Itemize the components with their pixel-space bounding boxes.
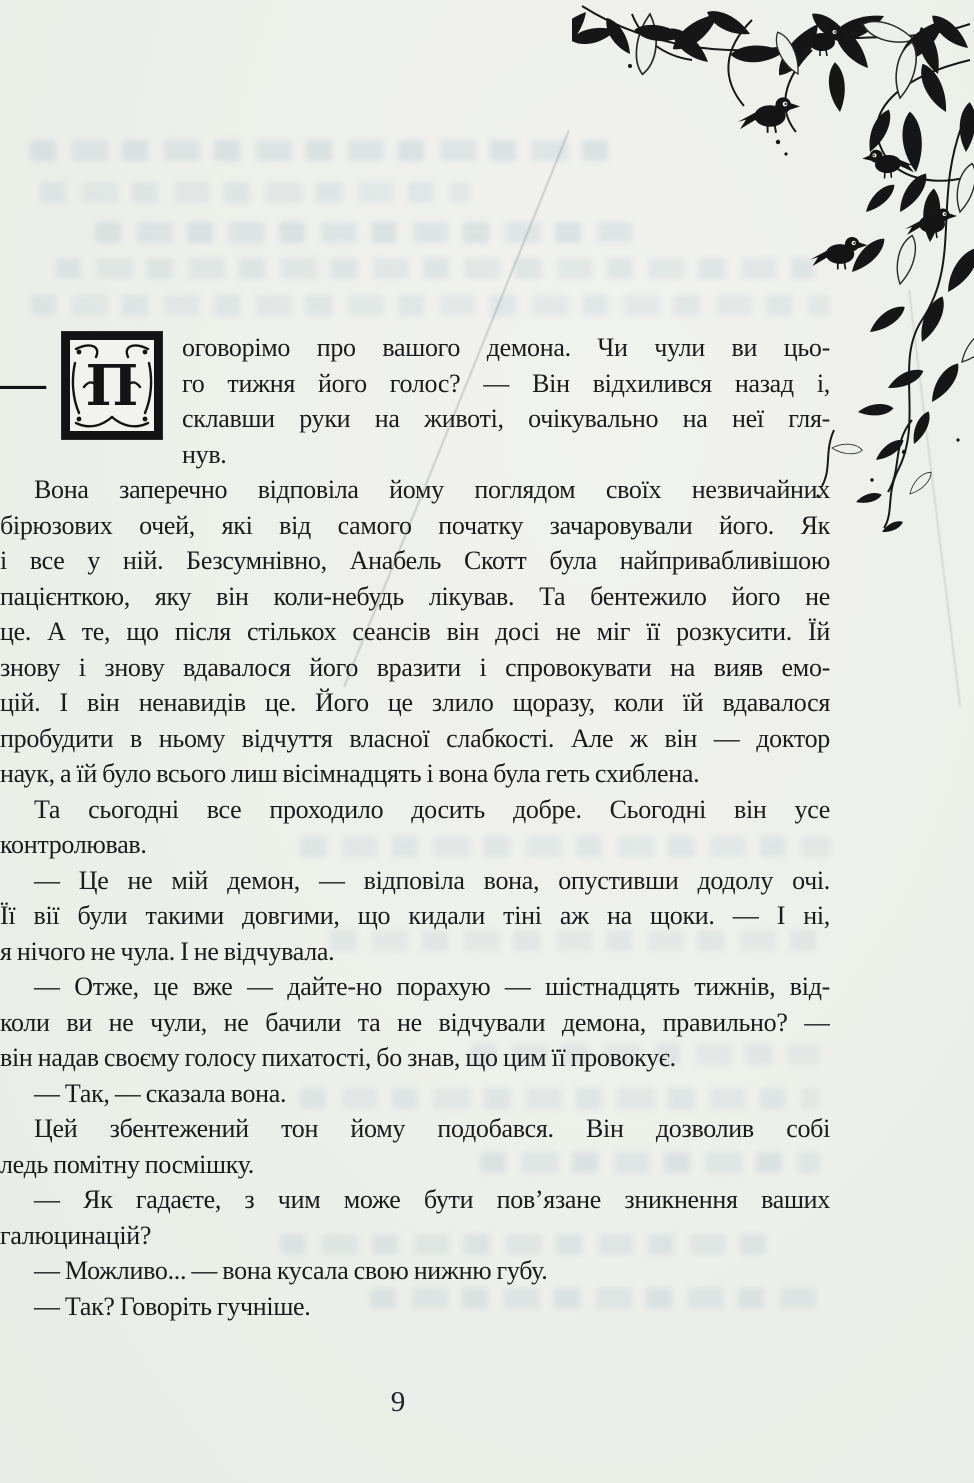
text-line: знову і знову вдавалося його вразити і спровокувати на вияв емо- [0, 652, 830, 682]
paragraph [0, 1182, 830, 1253]
text-block [0, 330, 830, 1324]
text-line: контролював. [0, 830, 147, 859]
paragraph [0, 330, 830, 472]
text-line: Вона заперечно відповіла йому поглядом своїх незвичайних [34, 475, 830, 504]
page-number: 9 [390, 1386, 406, 1418]
text-line: він надав своєму голосу пихатості, бо знав, що цим її провокує. [0, 1043, 676, 1072]
text-line: — Як гадаєте, з чим може бути пов’язане зникнення ваших [34, 1185, 830, 1214]
paragraph [0, 1289, 830, 1325]
text-line: пацієнткою, яку він коли-небудь лікував. Та бентежило його не [0, 581, 830, 611]
paragraph [0, 1253, 830, 1289]
text-line: го тижня його голос? — Він відхилився назад і, [182, 368, 830, 398]
text-line: наук, а їй було всього лиш вісімнадцять і вона була геть схиблена. [0, 759, 700, 788]
bleedthrough-artifact [95, 222, 635, 243]
text-line: Її вії були такими довгими, що кидали тіні аж на щоки. — І ні, [0, 901, 830, 930]
text-line: коли ви не чули, не бачили та не відчували демона, правильно? — [0, 1007, 830, 1037]
bird-icon [738, 97, 800, 132]
dialogue-dash: — [0, 357, 46, 408]
paragraph [0, 1111, 830, 1182]
paragraph [0, 792, 830, 863]
text-line: — Можливо... — вона кусала свою нижню губу. [34, 1256, 548, 1285]
text-line: я нічого не чула. І не відчувала. [0, 936, 335, 966]
bleedthrough-artifact [40, 182, 470, 203]
text-line: це. А те, що після стількох сеансів він досі не міг її розкусити. Їй [0, 617, 830, 646]
text-line: цій. І він ненавидів це. Його це злило щоразу, коли їй вдавалося [0, 688, 830, 717]
paragraph [0, 1076, 830, 1112]
text-line: і все у ній. Безсумнівно, Анабель Скотт була найпривабливішою [0, 546, 830, 575]
paragraph [0, 969, 830, 1076]
paragraph [0, 863, 830, 970]
dropcap-initial [62, 332, 162, 439]
dropcap-block [0, 330, 182, 472]
text-line: Цей збентежений тон йому подобався. Він дозволив собі [34, 1114, 830, 1143]
bleedthrough-artifact [30, 140, 610, 161]
text-line: — Це не мій демон, — відповіла вона, опустивши додолу очі. [34, 865, 830, 895]
dropcap-ornament-icon [70, 340, 154, 431]
dropcap-letter: П [85, 352, 139, 419]
text-line: галюцинацій? [0, 1220, 152, 1250]
text-line: — Отже, це вже — дайте-но порахую — шістнадцять тижнів, від- [34, 972, 830, 1001]
text-line: ледь помітну посмішку. [0, 1149, 254, 1179]
text-line: оговорімо про вашого демона. Чи чули ви цьо- [182, 333, 830, 362]
text-line: бірюзових очей, які від самого початку зачаровували його. Як [0, 510, 830, 540]
text-line: нув. [182, 439, 227, 469]
paragraph [0, 472, 830, 792]
text-line: пробудити в ньому відчуття власної слабкості. Але ж він — доктор [0, 723, 830, 753]
text-line: Та сьогодні все проходило досить добре. Сьогодні він усе [34, 794, 830, 824]
text-line: — Так, — сказала вона. [34, 1078, 287, 1108]
text-line: — Так? Говоріть гучніше. [34, 1291, 311, 1321]
text-line: склавши руки на животі, очікувально на неї гля- [182, 404, 830, 433]
